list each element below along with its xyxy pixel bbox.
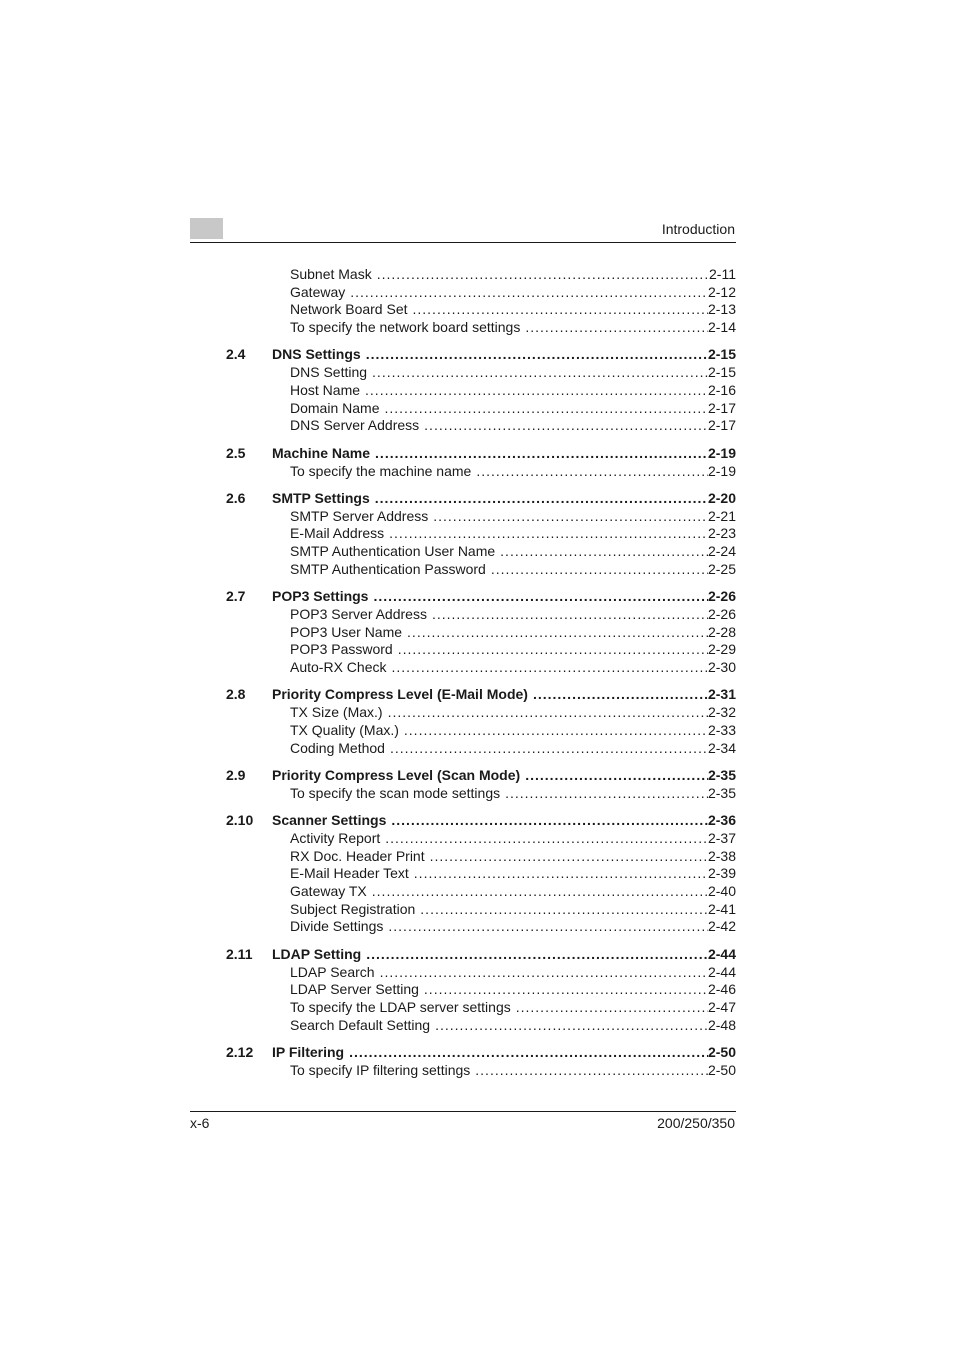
toc-section-entry[interactable]	[226, 586, 736, 606]
toc-entry-title: To specify the network board settings	[290, 319, 521, 336]
dot-leader	[525, 765, 708, 785]
toc-entry-title: E-Mail Header Text	[290, 865, 409, 882]
toc-subentry[interactable]	[226, 606, 736, 624]
toc-subentry[interactable]	[226, 865, 736, 883]
footer-model: 200/250/350	[657, 1115, 735, 1131]
dot-leader	[388, 704, 708, 722]
toc-entry-title: Domain Name	[290, 399, 380, 416]
toc-page-number: 2-47	[707, 998, 736, 1015]
toc-entry-title: SMTP Authentication Password	[290, 560, 486, 577]
toc-subentry[interactable]	[226, 417, 736, 435]
toc-entry-row	[290, 543, 736, 561]
toc-subentry[interactable]	[226, 883, 736, 901]
toc-page-number: 2-23	[707, 525, 736, 542]
toc-subentry[interactable]	[226, 964, 736, 982]
toc-subentry[interactable]	[226, 1017, 736, 1035]
toc-page-number: 2-24	[707, 543, 736, 560]
toc-subentry[interactable]	[226, 1062, 736, 1080]
toc-subentry[interactable]	[226, 364, 736, 382]
toc-subentry[interactable]	[226, 981, 736, 999]
toc-page-number: 2-15	[707, 364, 736, 381]
dot-leader	[385, 830, 708, 848]
toc-entry-row	[272, 1042, 736, 1062]
toc-subentry[interactable]	[226, 508, 736, 526]
dot-leader	[432, 606, 708, 624]
toc-section-entry[interactable]	[226, 488, 736, 508]
toc-entry-row	[272, 488, 736, 508]
toc-subentry[interactable]	[226, 525, 736, 543]
toc-page-number: 2-33	[707, 721, 736, 738]
toc-entry-title: SMTP Settings	[272, 489, 370, 506]
dot-leader	[389, 525, 708, 543]
toc-subentry[interactable]	[226, 284, 736, 302]
toc-page-number: 2-34	[707, 739, 736, 756]
toc-entry-row	[290, 641, 736, 659]
toc-subentry[interactable]	[226, 740, 736, 758]
toc-page-number: 2-14	[707, 319, 736, 336]
dot-leader	[372, 883, 708, 901]
toc-subentry[interactable]	[226, 624, 736, 642]
running-header-title: Introduction	[661, 221, 735, 237]
toc-page-number: 2-13	[707, 301, 736, 318]
dot-leader	[377, 266, 709, 284]
toc-entry-title: Priority Compress Level (Scan Mode)	[272, 766, 521, 783]
dot-leader	[491, 561, 708, 579]
toc-section-number: 2.12	[226, 1043, 254, 1060]
dot-leader	[372, 364, 708, 382]
toc-entry-title: POP3 User Name	[290, 623, 403, 640]
toc-subentry[interactable]	[226, 785, 736, 803]
toc-page-number: 2-19	[707, 462, 736, 479]
chapter-tab	[190, 218, 223, 239]
toc-page-number: 2-31	[707, 686, 736, 703]
toc-page-number: 2-41	[707, 900, 736, 917]
dot-leader	[424, 981, 708, 999]
toc-section-number: 2.6	[226, 489, 246, 506]
toc-page-number: 2-30	[707, 659, 736, 675]
toc-entry-row	[290, 1017, 736, 1035]
toc-page-number: 2-39	[707, 865, 736, 882]
dot-leader	[414, 865, 708, 883]
dot-leader	[380, 964, 708, 982]
toc-entry-title: Subnet Mask	[290, 266, 372, 282]
toc-entry-title: SMTP Server Address	[290, 507, 429, 524]
toc-entry-title: DNS Server Address	[290, 417, 420, 434]
footer-page-number: x-6	[190, 1115, 210, 1131]
dot-leader	[505, 785, 708, 803]
toc-entry-title: To specify the scan mode settings	[290, 784, 501, 801]
toc-entry-row	[290, 364, 736, 382]
dot-leader	[476, 463, 708, 481]
toc-section-entry[interactable]	[226, 944, 736, 964]
dot-leader	[420, 901, 708, 919]
toc-page-number: 2-29	[707, 641, 736, 658]
toc-entry-title: Divide Settings	[290, 918, 384, 935]
dot-leader	[391, 810, 708, 830]
toc-entry-row	[290, 830, 736, 848]
toc-subentry[interactable]	[226, 319, 736, 337]
toc-page-number: 2-12	[707, 283, 736, 300]
toc-entry-row	[272, 443, 736, 463]
toc-page-number: 2-44	[707, 945, 736, 962]
dot-leader	[375, 443, 708, 463]
dot-leader	[366, 344, 708, 364]
toc-subentry[interactable]	[226, 901, 736, 919]
dot-leader	[384, 400, 707, 418]
toc-entry-title: POP3 Settings	[272, 587, 369, 604]
toc-entry-row	[290, 918, 736, 936]
toc-entry-row	[290, 301, 736, 319]
toc-entry-title: Priority Compress Level (E-Mail Mode)	[272, 686, 528, 703]
dot-leader	[525, 319, 708, 337]
toc-entry-row	[290, 463, 736, 481]
toc-page-number: 2-44	[707, 963, 736, 980]
toc-subentry[interactable]	[226, 543, 736, 561]
toc-subentry[interactable]	[226, 266, 736, 284]
toc-page-number: 2-38	[707, 847, 736, 864]
table-of-contents	[226, 266, 736, 1080]
toc-page-number: 2-36	[707, 811, 736, 828]
toc-section-number: 2.11	[226, 945, 253, 962]
toc-entry-row	[290, 400, 736, 418]
toc-page-number: 2-28	[707, 623, 736, 640]
dot-leader	[390, 740, 708, 758]
toc-entry-title: To specify the LDAP server settings	[290, 998, 511, 1015]
toc-page-number: 2-32	[707, 704, 736, 721]
dot-leader	[365, 382, 708, 400]
dot-leader	[435, 1017, 708, 1035]
toc-entry-row	[290, 624, 736, 642]
toc-entry-title: RX Doc. Header Print	[290, 847, 425, 864]
toc-entry-row	[272, 765, 736, 785]
toc-page-number: 2-15	[707, 346, 736, 363]
toc-entry-title: TX Size (Max.)	[290, 704, 383, 721]
toc-page-number: 2-35	[707, 784, 736, 801]
toc-page-number: 2-50	[707, 1043, 736, 1060]
toc-entry-title: POP3 Server Address	[290, 605, 427, 622]
dot-leader	[475, 1062, 708, 1080]
toc-subentry[interactable]	[226, 561, 736, 579]
toc-entry-row	[290, 561, 736, 579]
toc-page-number: 2-42	[707, 918, 736, 935]
toc-entry-title: POP3 Password	[290, 641, 393, 658]
toc-subentry[interactable]	[226, 382, 736, 400]
toc-section-entry[interactable]	[226, 443, 736, 463]
toc-subentry[interactable]	[226, 301, 736, 319]
toc-section-entry[interactable]	[226, 810, 736, 830]
dot-leader	[424, 417, 708, 435]
toc-entry-row	[272, 684, 736, 704]
dot-leader	[533, 684, 708, 704]
toc-entry-title: LDAP Server Setting	[290, 981, 419, 998]
toc-section-entry[interactable]	[226, 765, 736, 785]
toc-section-number: 2.7	[226, 587, 246, 604]
dot-leader	[366, 944, 708, 964]
toc-entry-title: LDAP Search	[290, 963, 375, 980]
toc-page-number: 2-35	[707, 766, 736, 783]
toc-entry-title: E-Mail Address	[290, 525, 385, 542]
toc-page-number: 2-25	[707, 560, 736, 577]
toc-entry-title: Gateway TX	[290, 883, 367, 899]
toc-entry-title: Search Default Setting	[290, 1016, 431, 1033]
toc-entry-row	[290, 606, 736, 624]
dot-leader	[373, 586, 708, 606]
toc-entry-row	[290, 883, 736, 901]
header-rule	[190, 242, 736, 243]
toc-entry-title: SMTP Authentication User Name	[290, 543, 496, 560]
toc-entry-row	[290, 704, 736, 722]
toc-entry-row	[290, 981, 736, 999]
toc-page-number: 2-19	[707, 444, 736, 461]
dot-leader	[407, 624, 708, 642]
toc-section-entry[interactable]	[226, 344, 736, 364]
toc-entry-row	[272, 586, 736, 606]
toc-entry-row	[290, 722, 736, 740]
toc-subentry[interactable]	[226, 704, 736, 722]
toc-entry-row	[290, 865, 736, 883]
toc-page-number: 2-20	[707, 489, 736, 506]
toc-entry-title: Gateway	[290, 283, 346, 300]
toc-entry-row	[272, 810, 736, 830]
toc-page-number: 2-21	[707, 507, 736, 524]
toc-section-entry[interactable]	[226, 1042, 736, 1062]
dot-leader	[433, 508, 708, 526]
toc-section-number: 2.10	[226, 811, 254, 828]
toc-entry-row	[290, 266, 736, 284]
toc-entry-title: Machine Name	[272, 444, 371, 461]
toc-entry-row	[272, 344, 736, 364]
dot-leader	[404, 722, 708, 740]
toc-entry-row	[290, 508, 736, 526]
toc-entry-row	[290, 964, 736, 982]
toc-section-number: 2.9	[226, 766, 246, 783]
dot-leader	[350, 284, 708, 302]
toc-entry-title: DNS Settings	[272, 346, 361, 363]
dot-leader	[388, 918, 708, 936]
toc-entry-row	[290, 284, 736, 302]
toc-entry-row	[290, 319, 736, 337]
toc-entry-row	[290, 785, 736, 803]
toc-entry-row	[290, 659, 736, 677]
toc-entry-title: IP Filtering	[272, 1043, 345, 1060]
toc-entry-title: LDAP Setting	[272, 945, 362, 962]
toc-subentry[interactable]	[226, 400, 736, 418]
toc-entry-title: To specify the machine name	[290, 462, 472, 479]
toc-page-number: 2-17	[707, 417, 736, 434]
toc-section-number: 2.5	[226, 444, 246, 461]
toc-subentry[interactable]	[226, 641, 736, 659]
toc-entry-row	[290, 999, 736, 1017]
toc-entry-title: TX Quality (Max.)	[290, 721, 399, 738]
dot-leader	[430, 848, 708, 866]
toc-section-entry[interactable]	[226, 684, 736, 704]
toc-section-number: 2.4	[226, 346, 246, 363]
toc-subentry[interactable]	[226, 848, 736, 866]
dot-leader	[391, 659, 707, 677]
toc-subentry[interactable]	[226, 463, 736, 481]
toc-page-number: 2-26	[707, 587, 736, 604]
toc-subentry[interactable]	[226, 999, 736, 1017]
dot-leader	[375, 488, 708, 508]
toc-page-number: 2-16	[707, 381, 736, 398]
toc-entry-row	[290, 382, 736, 400]
toc-entry-title: DNS Setting	[290, 364, 368, 381]
toc-entry-title: To specify IP filtering settings	[290, 1061, 471, 1078]
toc-entry-title: Activity Report	[290, 829, 381, 846]
toc-entry-title: Auto-RX Check	[290, 659, 387, 675]
toc-entry-title: Scanner Settings	[272, 811, 387, 828]
toc-entry-title: Host Name	[290, 381, 361, 398]
toc-entry-title: Subject Registration	[290, 900, 416, 917]
toc-page-number: 2-26	[707, 605, 736, 622]
toc-entry-row	[290, 1062, 736, 1080]
dot-leader	[516, 999, 708, 1017]
toc-entry-title: Coding Method	[290, 739, 385, 756]
dot-leader	[398, 641, 708, 659]
toc-entry-row	[290, 417, 736, 435]
toc-page-number: 2-11	[709, 266, 736, 282]
dot-leader	[349, 1042, 708, 1062]
toc-entry-row	[290, 901, 736, 919]
toc-page-number: 2-40	[707, 883, 736, 899]
toc-entry-row	[272, 944, 736, 964]
toc-entry-row	[290, 740, 736, 758]
toc-subentry[interactable]	[226, 918, 736, 936]
toc-page-number: 2-48	[707, 1016, 736, 1033]
toc-section-number: 2.8	[226, 686, 246, 703]
toc-page-number: 2-17	[707, 399, 736, 416]
toc-subentry[interactable]	[226, 722, 736, 740]
toc-page-number: 2-37	[707, 829, 736, 846]
toc-entry-row	[290, 525, 736, 543]
footer-rule	[190, 1111, 736, 1112]
toc-entry-row	[290, 848, 736, 866]
toc-page-number: 2-50	[707, 1061, 736, 1078]
dot-leader	[500, 543, 708, 561]
toc-page-number: 2-46	[707, 981, 736, 998]
toc-subentry[interactable]	[226, 830, 736, 848]
toc-entry-title: Network Board Set	[290, 301, 408, 318]
dot-leader	[413, 301, 708, 319]
toc-subentry[interactable]	[226, 659, 736, 677]
